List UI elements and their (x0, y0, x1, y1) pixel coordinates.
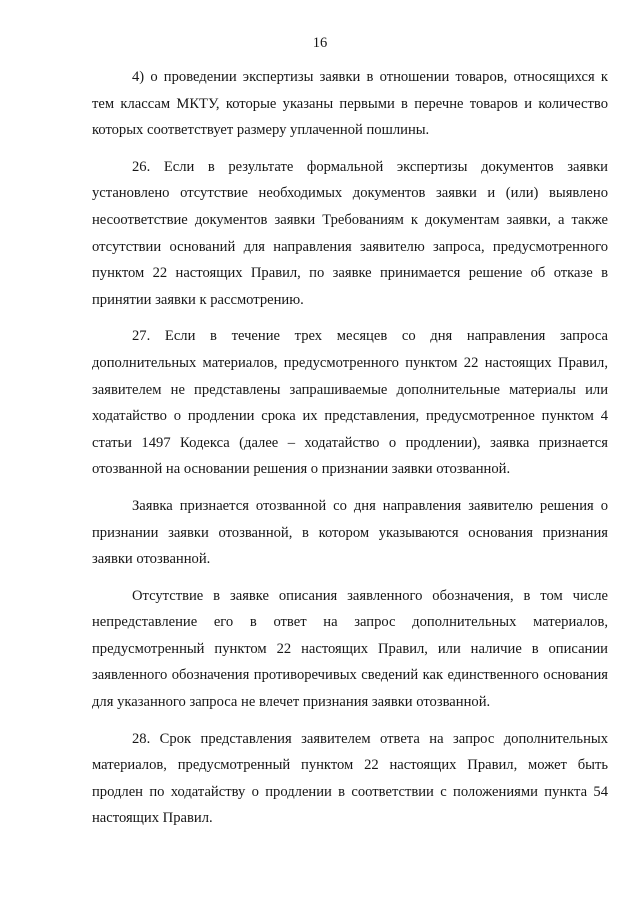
paragraph-list-item-4: 4) о проведении экспертизы заявки в отношении товаров, относящихся к тем классам МКТУ, которые указаны первыми в перечне товаров и количество которых соответствует размеру уплаченной пошлины. (92, 69, 608, 139)
paragraph-clause-28: 28. Срок представления заявителем ответа на запрос дополнительных материалов, предусмотренный пунктом 22 настоящих Правил, может быть продлен по ходатайству о продлении в соответствии с положениями пункта 54 настоящих Правил. (92, 730, 608, 827)
paragraph-clause-27: 27. Если в течение трех месяцев со дня направления запроса дополнительных материалов, предусмотренного пунктом 22 настоящих Правил, заявителем не представлены запрашиваемые дополнительные материалы или ходатайство о продлении срока их представления, предусмотренное пунктом 4 статьи 1497 Кодекса (далее – ходатайство о продлении), заявка признается отозванной на основании решения о признании заявки отозванной. (92, 328, 608, 478)
paragraph-missing-description: Отсутствие в заявке описания заявленного обозначения, в том числе непредставление его в ответ на запрос дополнительных материалов, предусмотренный пунктом 22 настоящих Правил, или наличие в описании заявленного обозначения противоречивых сведений как единственного основания для указанного запроса не влечет признания заявки отозванной. (92, 587, 608, 711)
paragraph-clause-26: 26. Если в результате формальной экспертизы документов заявки установлено отсутствие необходимых документов заявки и (или) выявлено несоответствие документов заявки Требованиям к документам заявки, а также отсутствии оснований для направления заявителю запроса, предусмотренного пунктом 22 настоящих Правил, по заявке принимается решение об отказе в принятии заявки к рассмотрению. (92, 158, 608, 308)
paragraph-withdrawal-date: Заявка признается отозванной со дня направления заявителю решения о признании заявки отозванной, в котором указываются основания признания заявки отозванной. (92, 497, 608, 568)
page-number: 16 (312, 35, 328, 51)
document-body (92, 64, 608, 842)
